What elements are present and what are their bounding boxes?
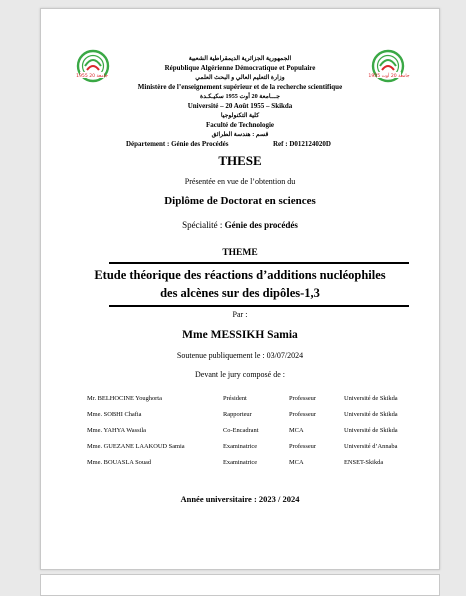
header-faculty: Faculté de Technologie: [205, 121, 275, 129]
theme-label: THEME: [222, 248, 258, 258]
jury-name: Mme. BOUASLA Souad: [87, 459, 152, 466]
specialty-value: Génie des procédés: [224, 220, 298, 230]
header-department: Département : Génie des Procédés: [126, 140, 229, 148]
thesis-title-line-2: des alcènes sur des dipôles-1,3: [160, 286, 320, 300]
jury-grade: Professeur: [289, 395, 316, 402]
thesis-title-line-1: Etude théorique des réactions d’additions nucléophiles: [94, 268, 386, 282]
jury-row: [41, 395, 439, 405]
author: Mme MESSIKH Samia: [182, 329, 298, 341]
presented-for: Présentée en vue de l’obtention du: [184, 177, 296, 186]
jury-grade: Professeur: [289, 443, 316, 450]
jury-role: Co-Encadrant: [223, 427, 259, 434]
by-label: Par :: [232, 310, 248, 319]
logo-left-caption: 1955 20 جامعة: [76, 74, 108, 79]
header-arabic-ministry: وزارة التعليم العالي و البحث العلمي: [195, 74, 285, 81]
jury-row: [41, 443, 439, 453]
jury-grade: MCA: [289, 427, 304, 434]
specialty-line: [41, 220, 439, 230]
jury-name: Mme. YAHYA Wassila: [87, 427, 146, 434]
header-ministry: Ministère de l’enseignement supérieur et de la recherche scientifique: [137, 83, 343, 91]
logo-right-caption: جامعة 20 أوت 1955: [368, 74, 410, 79]
academic-year: Année universitaire : 2023 / 2024: [180, 494, 300, 504]
jury-institution: ENSET-Skikda: [344, 459, 384, 466]
jury-institution: Université de Skikda: [344, 395, 398, 402]
jury-name: Mme. GUEZANE LAAKOUD Samia: [87, 443, 185, 450]
header-arabic-department: قسم : هندسة الطرائق: [211, 131, 269, 138]
title-rule-top: [109, 262, 409, 264]
jury-row: [41, 411, 439, 421]
diploma: Diplôme de Doctorat en sciences: [164, 195, 316, 207]
defense-date: Soutenue publiquement le : 03/07/2024: [176, 351, 304, 360]
jury-institution: Université d’Annaba: [344, 443, 398, 450]
header-university: Université – 20 Août 1955 – Skikda: [187, 102, 293, 110]
header-republic: République Algérienne Démocratique et Populaire: [164, 64, 316, 72]
jury-grade: MCA: [289, 459, 304, 466]
document-type: THESE: [218, 153, 262, 168]
header-arabic-republic: الجمهورية الجزائرية الديمقراطية الشعبية: [188, 55, 292, 62]
jury-role: Examinatrice: [223, 443, 258, 450]
header-arabic-university: جـــامعة 20 أوت 1955 سكيـكـدة: [199, 93, 281, 100]
jury-intro: Devant le jury composé de :: [195, 370, 285, 379]
document-page: [40, 8, 440, 570]
jury-role: Examinatrice: [223, 459, 258, 466]
header-reference: Ref : D012124020D: [273, 140, 331, 148]
jury-row: [41, 459, 439, 469]
jury-grade: Professeur: [289, 411, 316, 418]
header-arabic-faculty: كلية التكنولوجيا: [220, 112, 260, 119]
jury-name: Mr. BELHOCINE Youghorta: [87, 395, 162, 402]
next-page-edge: [40, 574, 440, 596]
jury-role: Président: [223, 395, 247, 402]
jury-role: Rapporteur: [223, 411, 252, 418]
jury-name: Mme. SOBHI Chafia: [87, 411, 142, 418]
jury-institution: Université de Skikda: [344, 427, 398, 434]
title-rule-bottom: [109, 305, 409, 307]
specialty-label: Spécialité :: [182, 220, 225, 230]
jury-row: [41, 427, 439, 437]
jury-institution: Université de Skikda: [344, 411, 398, 418]
